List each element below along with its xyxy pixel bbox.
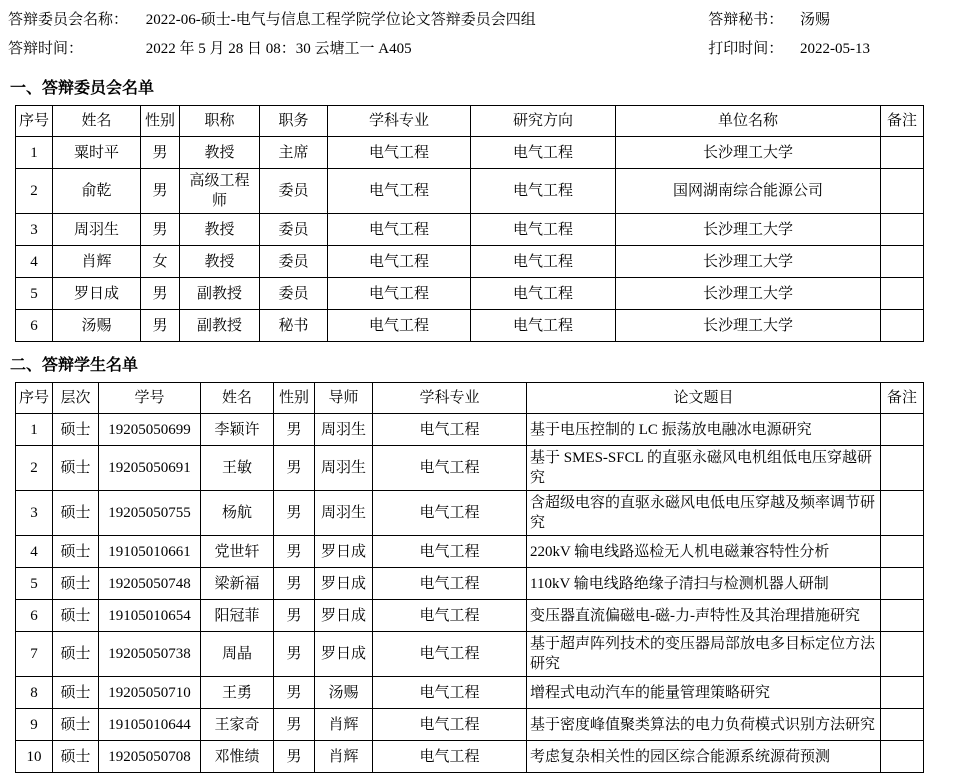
table-cell: 10 bbox=[16, 741, 53, 773]
table-cell: 女 bbox=[141, 246, 180, 278]
table-cell: 硕士 bbox=[53, 446, 99, 491]
table-row bbox=[16, 414, 924, 446]
column-header: 层次 bbox=[53, 383, 99, 414]
table-cell: 罗日成 bbox=[315, 600, 373, 632]
column-header: 学科专业 bbox=[328, 106, 471, 137]
table-cell: 2 bbox=[16, 169, 53, 214]
table-cell: 电气工程 bbox=[471, 214, 616, 246]
secretary-label: 答辩秘书： bbox=[708, 12, 784, 28]
table-cell bbox=[881, 600, 924, 632]
table-cell: 邓惟绩 bbox=[201, 741, 274, 773]
column-header: 单位名称 bbox=[616, 106, 881, 137]
table-cell: 教授 bbox=[180, 214, 260, 246]
table-cell: 19205050738 bbox=[99, 632, 201, 677]
column-header: 备注 bbox=[881, 106, 924, 137]
table-cell: 肖辉 bbox=[315, 709, 373, 741]
table-cell: 电气工程 bbox=[373, 741, 527, 773]
table-cell: 王敏 bbox=[201, 446, 274, 491]
table-cell: 硕士 bbox=[53, 491, 99, 536]
table-cell: 硕士 bbox=[53, 677, 99, 709]
header-right bbox=[708, 10, 935, 68]
column-header: 职称 bbox=[180, 106, 260, 137]
table-cell: 5 bbox=[16, 568, 53, 600]
table-cell: 110kV 输电线路绝缘子清扫与检测机器人研制 bbox=[527, 568, 881, 600]
table-cell: 委员 bbox=[260, 246, 328, 278]
table-row bbox=[16, 137, 924, 169]
table-row bbox=[16, 741, 924, 773]
table-cell bbox=[881, 214, 924, 246]
table-cell: 李颖许 bbox=[201, 414, 274, 446]
table-cell: 周羽生 bbox=[315, 414, 373, 446]
column-header: 姓名 bbox=[53, 106, 141, 137]
table-cell: 电气工程 bbox=[471, 137, 616, 169]
table-cell: 1 bbox=[16, 414, 53, 446]
column-header: 序号 bbox=[16, 383, 53, 414]
table-cell: 硕士 bbox=[53, 709, 99, 741]
table-row bbox=[16, 568, 924, 600]
table-cell: 长沙理工大学 bbox=[616, 246, 881, 278]
table-cell: 高级工程师 bbox=[180, 169, 260, 214]
defense-time-label: 答辩时间： bbox=[8, 41, 84, 57]
table-cell: 电气工程 bbox=[471, 278, 616, 310]
table-cell: 3 bbox=[16, 214, 53, 246]
table-cell: 电气工程 bbox=[328, 137, 471, 169]
table-cell bbox=[881, 491, 924, 536]
table-cell: 委员 bbox=[260, 214, 328, 246]
header-left bbox=[8, 10, 536, 68]
table-cell: 副教授 bbox=[180, 310, 260, 342]
table-cell: 男 bbox=[274, 446, 315, 491]
print-time-line bbox=[708, 39, 870, 59]
table-cell: 电气工程 bbox=[471, 246, 616, 278]
table-cell: 硕士 bbox=[53, 632, 99, 677]
table-cell: 男 bbox=[141, 137, 180, 169]
table-cell: 肖辉 bbox=[53, 246, 141, 278]
defense-time-value: 2022 年 5 月 28 日 08：30 云塘工一 A405 bbox=[145, 41, 412, 57]
table-cell: 9 bbox=[16, 709, 53, 741]
committee-table bbox=[15, 105, 924, 342]
table-cell: 硕士 bbox=[53, 741, 99, 773]
table-cell bbox=[881, 632, 924, 677]
table-cell: 教授 bbox=[180, 137, 260, 169]
table-cell bbox=[881, 414, 924, 446]
table-row bbox=[16, 246, 924, 278]
table-row bbox=[16, 600, 924, 632]
table-cell: 梁新福 bbox=[201, 568, 274, 600]
table-cell: 肖辉 bbox=[315, 741, 373, 773]
table-row bbox=[16, 677, 924, 709]
table-cell: 硕士 bbox=[53, 536, 99, 568]
column-header: 学科专业 bbox=[373, 383, 527, 414]
table-cell: 电气工程 bbox=[328, 214, 471, 246]
table-cell: 男 bbox=[274, 632, 315, 677]
table-cell: 男 bbox=[274, 536, 315, 568]
table-cell: 电气工程 bbox=[373, 446, 527, 491]
column-header: 职务 bbox=[260, 106, 328, 137]
table-cell: 粟时平 bbox=[53, 137, 141, 169]
table-cell: 汤赐 bbox=[53, 310, 141, 342]
table-cell: 罗日成 bbox=[315, 536, 373, 568]
defense-time-line bbox=[8, 39, 536, 59]
column-header: 性别 bbox=[141, 106, 180, 137]
table-cell: 19105010644 bbox=[99, 709, 201, 741]
column-header: 姓名 bbox=[201, 383, 274, 414]
print-time-value: 2022-05-13 bbox=[800, 41, 870, 57]
table-cell: 电气工程 bbox=[328, 169, 471, 214]
table-cell: 周羽生 bbox=[315, 491, 373, 536]
table-cell: 19205050755 bbox=[99, 491, 201, 536]
column-header: 研究方向 bbox=[471, 106, 616, 137]
table-cell bbox=[881, 278, 924, 310]
table-cell: 含超级电容的直驱永磁风电低电压穿越及频率调节研究 bbox=[527, 491, 881, 536]
table-cell bbox=[881, 310, 924, 342]
table-row bbox=[16, 536, 924, 568]
table-cell: 电气工程 bbox=[373, 677, 527, 709]
table-cell: 男 bbox=[274, 741, 315, 773]
table-cell bbox=[881, 677, 924, 709]
table-cell: 19105010654 bbox=[99, 600, 201, 632]
table-cell: 副教授 bbox=[180, 278, 260, 310]
table-cell: 19105010661 bbox=[99, 536, 201, 568]
table-cell: 3 bbox=[16, 491, 53, 536]
table-row bbox=[16, 632, 924, 677]
table-cell: 长沙理工大学 bbox=[616, 310, 881, 342]
students-table-body bbox=[16, 414, 924, 773]
table-cell: 电气工程 bbox=[373, 632, 527, 677]
table-cell: 委员 bbox=[260, 278, 328, 310]
table-row bbox=[16, 169, 924, 214]
section-committee-title: 一、答辩委员会名单 bbox=[10, 80, 155, 97]
table-cell: 硕士 bbox=[53, 568, 99, 600]
table-cell: 220kV 输电线路巡检无人机电磁兼容特性分析 bbox=[527, 536, 881, 568]
table-cell: 男 bbox=[274, 600, 315, 632]
table-cell: 教授 bbox=[180, 246, 260, 278]
column-header: 序号 bbox=[16, 106, 53, 137]
table-cell: 19205050710 bbox=[99, 677, 201, 709]
committee-header-row bbox=[16, 106, 924, 137]
table-cell: 2 bbox=[16, 446, 53, 491]
students-table bbox=[15, 382, 924, 773]
committee-name-label: 答辩委员会名称： bbox=[8, 12, 129, 28]
table-cell: 6 bbox=[16, 310, 53, 342]
column-header: 论文题目 bbox=[527, 383, 881, 414]
table-cell: 基于超声阵列技术的变压器局部放电多目标定位方法研究 bbox=[527, 632, 881, 677]
table-cell: 罗日成 bbox=[315, 632, 373, 677]
table-cell: 委员 bbox=[260, 169, 328, 214]
table-cell bbox=[881, 446, 924, 491]
table-cell: 汤赐 bbox=[315, 677, 373, 709]
table-cell: 电气工程 bbox=[373, 536, 527, 568]
table-cell: 主席 bbox=[260, 137, 328, 169]
committee-name-value: 2022-06-硕士-电气与信息工程学院学位论文答辩委员会四组 bbox=[145, 12, 536, 28]
table-cell bbox=[881, 137, 924, 169]
table-cell bbox=[881, 536, 924, 568]
column-header: 学号 bbox=[99, 383, 201, 414]
table-cell: 19205050748 bbox=[99, 568, 201, 600]
table-cell: 基于 SMES-SFCL 的直驱永磁风电机组低电压穿越研究 bbox=[527, 446, 881, 491]
table-cell: 电气工程 bbox=[328, 246, 471, 278]
secretary-line bbox=[708, 10, 870, 30]
table-cell: 电气工程 bbox=[373, 600, 527, 632]
table-row bbox=[16, 446, 924, 491]
table-cell: 俞乾 bbox=[53, 169, 141, 214]
section-students-title: 二、答辩学生名单 bbox=[10, 357, 139, 374]
table-cell: 男 bbox=[141, 310, 180, 342]
table-cell: 男 bbox=[141, 278, 180, 310]
table-cell: 增程式电动汽车的能量管理策略研究 bbox=[527, 677, 881, 709]
table-cell: 基于密度峰值聚类算法的电力负荷模式识别方法研究 bbox=[527, 709, 881, 741]
table-cell: 考虑复杂相关性的园区综合能源系统源荷预测 bbox=[527, 741, 881, 773]
print-time-label: 打印时间： bbox=[708, 41, 784, 57]
table-cell: 基于电压控制的 LC 振荡放电融冰电源研究 bbox=[527, 414, 881, 446]
table-cell: 8 bbox=[16, 677, 53, 709]
table-cell: 阳冠菲 bbox=[201, 600, 274, 632]
table-cell: 男 bbox=[274, 709, 315, 741]
table-cell: 杨航 bbox=[201, 491, 274, 536]
table-cell: 电气工程 bbox=[471, 169, 616, 214]
table-cell: 国网湖南综合能源公司 bbox=[616, 169, 881, 214]
table-cell: 党世轩 bbox=[201, 536, 274, 568]
table-cell: 5 bbox=[16, 278, 53, 310]
secretary-value: 汤赐 bbox=[800, 12, 831, 28]
table-cell: 长沙理工大学 bbox=[616, 137, 881, 169]
table-cell bbox=[881, 568, 924, 600]
table-cell: 19205050699 bbox=[99, 414, 201, 446]
table-cell: 电气工程 bbox=[373, 414, 527, 446]
table-cell: 王勇 bbox=[201, 677, 274, 709]
table-cell: 1 bbox=[16, 137, 53, 169]
table-cell: 硕士 bbox=[53, 414, 99, 446]
table-cell: 男 bbox=[274, 568, 315, 600]
table-cell: 4 bbox=[16, 536, 53, 568]
table-row bbox=[16, 491, 924, 536]
table-cell bbox=[881, 246, 924, 278]
table-cell: 秘书 bbox=[260, 310, 328, 342]
table-row bbox=[16, 278, 924, 310]
table-cell: 长沙理工大学 bbox=[616, 214, 881, 246]
table-cell: 男 bbox=[141, 214, 180, 246]
table-cell bbox=[881, 741, 924, 773]
table-cell: 电气工程 bbox=[373, 491, 527, 536]
table-cell: 周羽生 bbox=[53, 214, 141, 246]
column-header: 性别 bbox=[274, 383, 315, 414]
table-cell: 电气工程 bbox=[471, 310, 616, 342]
table-cell bbox=[881, 169, 924, 214]
table-cell: 男 bbox=[274, 677, 315, 709]
table-cell: 变压器直流偏磁电-磁-力-声特性及其治理措施研究 bbox=[527, 600, 881, 632]
table-cell: 长沙理工大学 bbox=[616, 278, 881, 310]
table-cell: 6 bbox=[16, 600, 53, 632]
table-cell: 男 bbox=[274, 414, 315, 446]
table-cell: 19205050708 bbox=[99, 741, 201, 773]
table-cell: 男 bbox=[274, 491, 315, 536]
table-cell: 王家奇 bbox=[201, 709, 274, 741]
table-cell: 4 bbox=[16, 246, 53, 278]
committee-table-body bbox=[16, 137, 924, 342]
table-cell: 19205050691 bbox=[99, 446, 201, 491]
column-header: 导师 bbox=[315, 383, 373, 414]
table-cell: 周羽生 bbox=[315, 446, 373, 491]
table-cell: 电气工程 bbox=[373, 568, 527, 600]
page-header bbox=[0, 0, 955, 68]
table-cell: 电气工程 bbox=[328, 278, 471, 310]
table-cell: 硕士 bbox=[53, 600, 99, 632]
table-cell: 罗日成 bbox=[53, 278, 141, 310]
table-cell: 周晶 bbox=[201, 632, 274, 677]
table-cell: 7 bbox=[16, 632, 53, 677]
students-header-row bbox=[16, 383, 924, 414]
committee-name-line bbox=[8, 10, 536, 30]
table-cell: 罗日成 bbox=[315, 568, 373, 600]
column-header: 备注 bbox=[881, 383, 924, 414]
table-cell: 男 bbox=[141, 169, 180, 214]
table-cell: 电气工程 bbox=[328, 310, 471, 342]
table-cell: 电气工程 bbox=[373, 709, 527, 741]
table-row bbox=[16, 214, 924, 246]
table-row bbox=[16, 310, 924, 342]
